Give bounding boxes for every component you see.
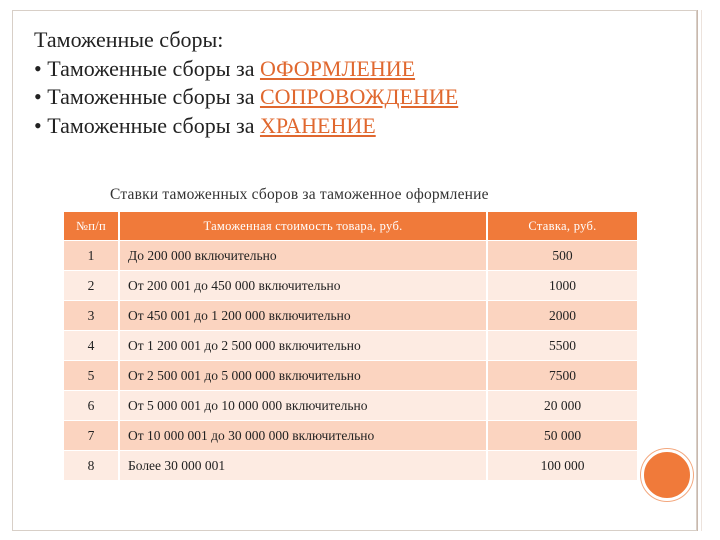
row-value: От 10 000 001 до 30 000 000 включительно	[119, 421, 487, 451]
row-num: 7	[64, 421, 119, 451]
table-header-row	[64, 212, 637, 241]
heading: Таможенные сборы:	[34, 27, 224, 52]
link-soprovozhdenie[interactable]: СОПРОВОЖДЕНИЕ	[259, 84, 459, 109]
table-row	[64, 301, 637, 331]
row-rate: 5500	[487, 331, 637, 361]
link-khranenie[interactable]: ХРАНЕНИЕ	[259, 112, 376, 138]
bullet-list	[34, 26, 458, 140]
row-rate: 20 000	[487, 391, 637, 421]
bullet-prefix: • Таможенные сборы за	[34, 55, 260, 81]
bullet-prefix: • Таможенные сборы за	[34, 84, 260, 109]
row-num: 6	[64, 391, 119, 421]
table-row	[64, 361, 637, 391]
bullet-item	[34, 55, 458, 84]
row-value: Более 30 000 001	[119, 451, 487, 481]
row-value: От 200 001 до 450 000 включительно	[119, 271, 487, 301]
row-rate: 7500	[487, 361, 637, 391]
row-num: 8	[64, 451, 119, 481]
table-row	[64, 391, 637, 421]
row-value: От 450 001 до 1 200 000 включительно	[119, 301, 487, 331]
row-rate: 500	[487, 241, 637, 271]
row-value: От 5 000 001 до 10 000 000 включительно	[119, 391, 487, 421]
table-row	[64, 271, 637, 301]
bullet-item	[34, 83, 458, 112]
row-rate: 1000	[487, 271, 637, 301]
bullet-item	[34, 112, 458, 141]
row-num: 4	[64, 331, 119, 361]
rates-table	[64, 212, 637, 480]
decorative-circle	[641, 449, 693, 501]
row-num: 2	[64, 271, 119, 301]
row-value: До 200 000 включительно	[119, 241, 487, 271]
row-rate: 50 000	[487, 421, 637, 451]
row-value: От 2 500 001 до 5 000 000 включительно	[119, 361, 487, 391]
row-num: 3	[64, 301, 119, 331]
header-num: №п/п	[64, 212, 119, 241]
row-num: 5	[64, 361, 119, 391]
header-value: Таможенная стоимость товара, руб.	[119, 212, 487, 241]
table-row	[64, 451, 637, 481]
bullet-prefix: • Таможенные сборы за	[34, 112, 260, 138]
table-row	[64, 241, 637, 271]
table-caption: Ставки таможенных сборов за таможенное оформление	[110, 186, 489, 203]
header-rate: Ставка, руб.	[487, 212, 637, 241]
link-oformlenie[interactable]: ОФОРМЛЕНИЕ	[259, 55, 416, 81]
table-row	[64, 421, 637, 451]
row-rate: 100 000	[487, 451, 637, 481]
row-rate: 2000	[487, 301, 637, 331]
table-row	[64, 331, 637, 361]
row-num: 1	[64, 241, 119, 271]
slide-edge-line	[697, 10, 698, 531]
row-value: От 1 200 001 до 2 500 000 включительно	[119, 331, 487, 361]
slide-edge-line-light	[701, 10, 702, 531]
